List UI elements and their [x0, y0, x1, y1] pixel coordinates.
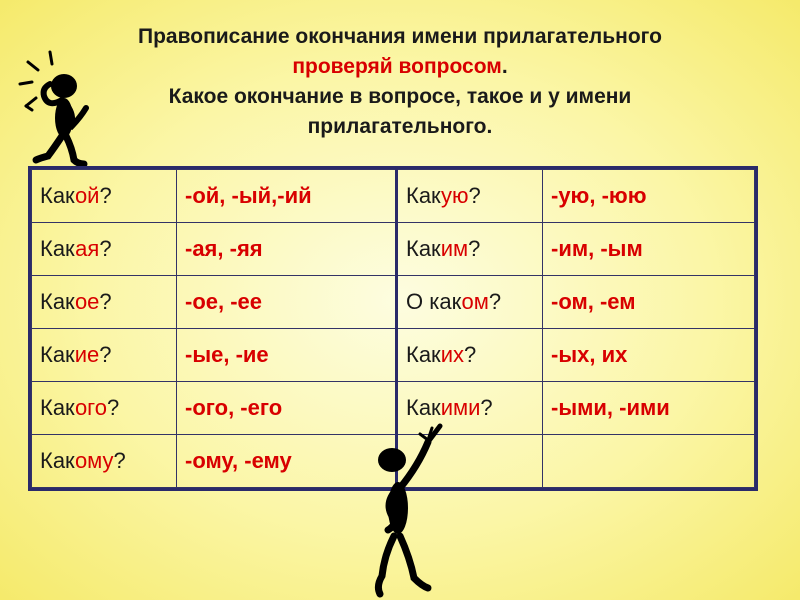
question-mark: ? — [468, 183, 481, 208]
ending-cell — [543, 435, 755, 488]
ending-cell: -ому, -ему — [177, 435, 397, 488]
question-stem: Как — [406, 342, 441, 367]
question-cell — [397, 329, 543, 382]
question-end: ими — [440, 395, 481, 420]
question-end: им — [440, 236, 469, 261]
title-highlight: проверяй вопросом — [292, 55, 502, 78]
title-line-2 — [40, 52, 760, 82]
question-end: ого — [74, 395, 107, 420]
question-end: ая — [75, 236, 100, 261]
table-row — [32, 223, 755, 276]
question-stem: Как — [406, 183, 441, 208]
question-end: ую — [440, 183, 469, 208]
question-mark: ? — [468, 236, 481, 261]
ending-cell: -им, -ым — [543, 223, 755, 276]
question-mark: ? — [99, 236, 112, 261]
question-mark: ? — [463, 342, 477, 367]
question-cell — [32, 329, 177, 382]
question-stem: Как — [40, 342, 75, 367]
ending-cell: -ом, -ем — [543, 276, 755, 329]
table-row — [32, 170, 755, 223]
ending-cell: -ую, -юю — [543, 170, 755, 223]
ending-cell: -ой, -ый,-ий — [177, 170, 397, 223]
question-end: ое — [74, 289, 100, 314]
question-stem: Как — [406, 395, 441, 420]
question-end: их — [440, 342, 464, 367]
ending-cell: -ого, -его — [177, 382, 397, 435]
question-mark: ? — [113, 448, 126, 473]
question-cell — [397, 223, 543, 276]
question-end: ому — [74, 448, 114, 473]
title-line-1: Правописание окончания имени прилагательного — [138, 25, 662, 48]
question-cell — [32, 382, 177, 435]
question-mark: ? — [106, 395, 120, 420]
question-cell — [32, 170, 177, 223]
question-stem: Как — [40, 183, 75, 208]
question-cell — [32, 223, 177, 276]
question-stem: Как — [40, 448, 75, 473]
title-line-2-tail: . — [501, 55, 508, 78]
question-stem: Как — [40, 289, 75, 314]
question-stem: Как — [40, 395, 75, 420]
question-mark: ? — [480, 395, 493, 420]
question-cell — [32, 435, 177, 488]
question-mark: ? — [488, 289, 502, 314]
ending-cell: -ое, -ее — [177, 276, 397, 329]
question-mark: ? — [99, 183, 112, 208]
question-end: ом — [461, 289, 489, 314]
question-cell — [397, 170, 543, 223]
question-mark: ? — [99, 342, 112, 367]
pointing-stick-figure-icon — [370, 418, 460, 600]
title-line-4: прилагательного. — [307, 115, 493, 138]
question-stem: Как — [40, 236, 76, 261]
question-end: ие — [74, 342, 100, 367]
question-stem: О как — [406, 289, 462, 314]
table-row — [32, 329, 755, 382]
ending-cell: -ых, их — [543, 329, 755, 382]
question-end: ой — [74, 183, 100, 208]
question-cell — [397, 276, 543, 329]
thinking-stick-figure-icon — [14, 48, 94, 173]
ending-cell: -ая, -яя — [177, 223, 397, 276]
title-line-3: Какое окончание в вопросе, такое и у имени — [168, 85, 632, 108]
table-row — [32, 276, 755, 329]
slide-title — [40, 22, 760, 142]
ending-cell: -ыми, -ими — [543, 382, 755, 435]
question-mark: ? — [99, 289, 112, 314]
question-cell — [32, 276, 177, 329]
question-stem: Как — [406, 236, 441, 261]
ending-cell: -ые, -ие — [177, 329, 397, 382]
